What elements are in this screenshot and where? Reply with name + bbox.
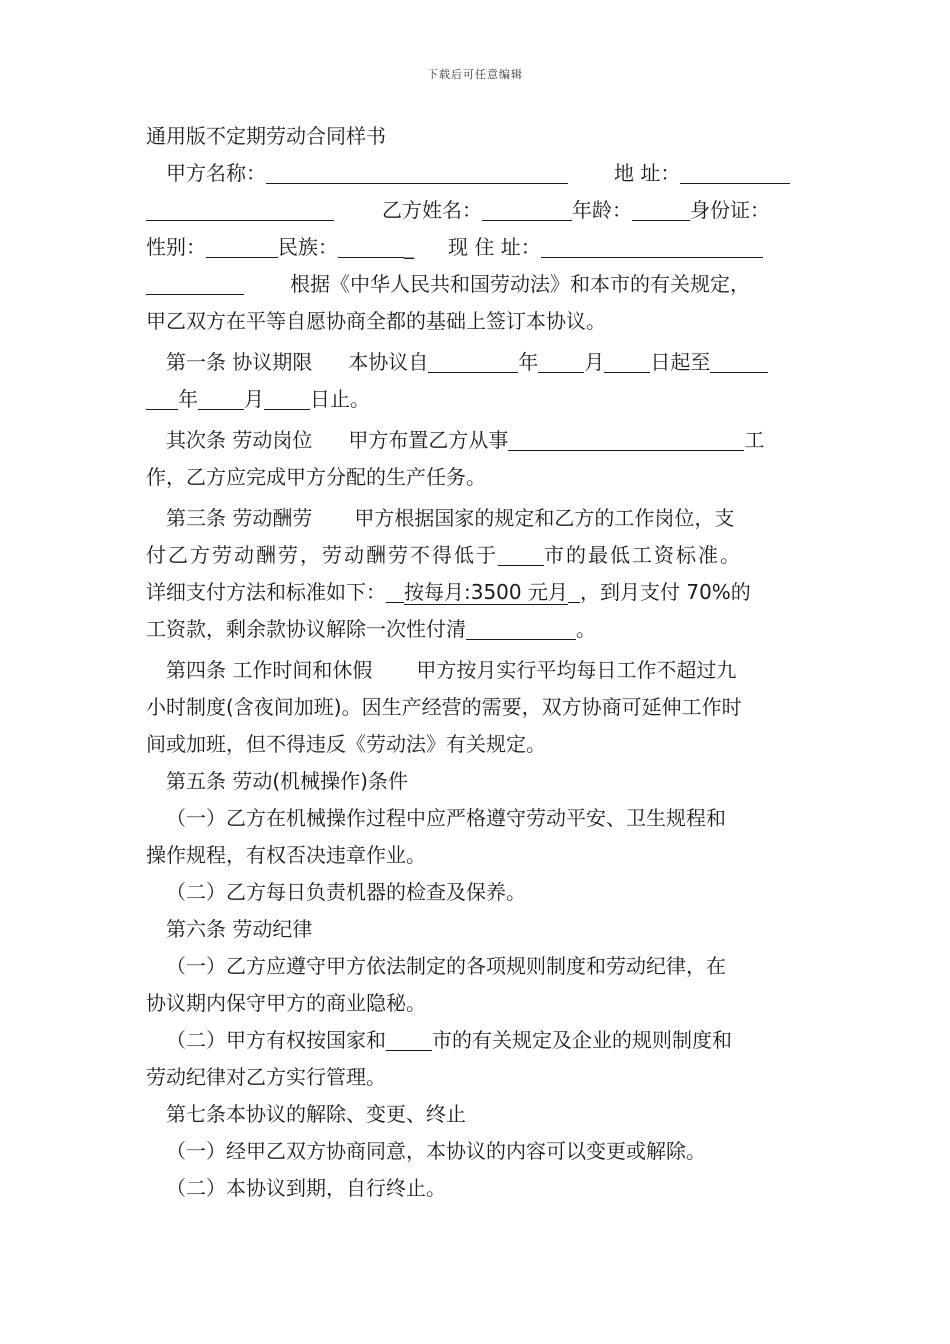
- ethnicity-label: 民族：: [278, 235, 338, 259]
- current-address-blank[interactable]: [541, 231, 763, 258]
- ethnicity-blank[interactable]: [338, 231, 404, 258]
- pay-method: 按每月:3500 元月: [404, 580, 568, 604]
- article-3-text-3a: 详细支付方法和标准如下：: [146, 580, 386, 604]
- article-6-p2-line-2: 劳动纪律对乙方实行管理。: [146, 1065, 386, 1089]
- article-3-line-1: [146, 500, 806, 537]
- party-b-name-blank[interactable]: [482, 194, 572, 221]
- day-from-to-label: 日起至: [650, 350, 711, 374]
- day-end-label: 日止。: [310, 387, 370, 411]
- article-1-line-1: [146, 344, 806, 381]
- article-2-tail: 工: [744, 428, 765, 452]
- article-5-title: 第五条 劳动(机械操作)条件: [166, 769, 408, 793]
- article-3-line-2: [146, 537, 806, 574]
- gender-line: [146, 229, 806, 266]
- article-4-title: 第四条 工作时间和休假: [166, 658, 373, 682]
- end-day-blank[interactable]: [264, 383, 310, 410]
- article-2-title: 其次条 劳动岗位: [166, 428, 313, 452]
- article-6-p2-line-1: [146, 1022, 806, 1059]
- year-label: 年: [178, 387, 198, 411]
- article-6-title: 第六条 劳动纪律: [166, 917, 313, 941]
- current-address-blank-cont[interactable]: [146, 268, 244, 295]
- article-4-text-1: 甲方按月实行平均每日工作不超过九: [416, 658, 737, 682]
- month-label: 月: [244, 387, 264, 411]
- article-3-text-1: 甲方根据国家的规定和乙方的工作岗位，支: [354, 506, 735, 530]
- header-note: 下载后可任意编辑: [427, 68, 523, 81]
- address-blank[interactable]: [680, 157, 790, 184]
- article-3-text-4b: 。: [576, 617, 596, 641]
- article-3-text-2a: 付乙方劳动酬劳，劳动酬劳不得低于: [146, 543, 498, 567]
- party-a-line: [146, 155, 806, 192]
- city-blank-2[interactable]: [386, 1024, 432, 1051]
- article-7-p2: （二）本协议到期，自行终止。: [166, 1176, 446, 1200]
- intro-text-a: 根据《中华人民共和国劳动法》和本市的有关规定，: [290, 272, 750, 296]
- end-month-blank[interactable]: [198, 383, 244, 410]
- city-blank[interactable]: [498, 539, 544, 566]
- article-1-from: 本协议自: [348, 350, 429, 374]
- gender-label: 性别：: [146, 235, 206, 259]
- address-blank-cont[interactable]: [146, 194, 334, 221]
- article-2-line-2: 作，乙方应完成甲方分配的生产任务。: [146, 465, 486, 489]
- id-label: 身份证：: [690, 198, 770, 222]
- article-5-p2: （二）乙方每日负责机器的检查及保养。: [166, 880, 526, 904]
- article-3-line-3: [146, 574, 806, 611]
- article-6-p1-line-1: （一）乙方应遵守甲方依法制定的各项规则制度和劳动纪律，在: [166, 954, 726, 978]
- article-4-line-1: [146, 652, 806, 689]
- article-3-text-2b: 市的最低工资标准。: [544, 543, 742, 567]
- age-blank[interactable]: [632, 194, 690, 221]
- age-label: 年龄：: [572, 198, 632, 222]
- start-month-blank[interactable]: [538, 346, 584, 373]
- current-address-label: 现 住 址：: [448, 235, 541, 259]
- party-b-name-label: 乙方姓名：: [382, 198, 482, 222]
- article-7-p1: （一）经甲乙双方协商同意，本协议的内容可以变更或解除。: [166, 1139, 706, 1163]
- pay-blank-pre[interactable]: [386, 576, 404, 603]
- article-6-p2-text-a: （二）甲方有权按国家和: [166, 1028, 386, 1052]
- article-4-line-2: 小时制度(含夜间加班)。因生产经营的需要，双方协商可延伸工作时: [146, 695, 742, 719]
- pay-blank-post[interactable]: [568, 576, 580, 603]
- balance-blank[interactable]: [466, 613, 576, 640]
- article-5-p1-line-2: 操作规程，有权否决违章作业。: [146, 843, 426, 867]
- article-1-line-2: [146, 381, 806, 418]
- article-3-text-4a: 工资款，剩余款协议解除一次性付清: [146, 617, 466, 641]
- party-b-line: [146, 192, 806, 229]
- article-2-line-1: [146, 422, 806, 459]
- article-6-p2-text-b: 市的有关规定及企业的规则制度和: [432, 1028, 732, 1052]
- end-year-blank-cont[interactable]: [146, 383, 178, 410]
- article-5-p1-line-1: （一）乙方在机械操作过程中应严格遵守劳动平安、卫生规程和: [166, 806, 726, 830]
- article-6-p1-line-2: 协议期内保守甲方的商业隐秘。: [146, 991, 426, 1015]
- article-2-text: 甲方布置乙方从事: [348, 428, 509, 452]
- start-day-blank[interactable]: [604, 346, 650, 373]
- month-label: 月: [584, 350, 605, 374]
- contract-body: [146, 118, 806, 1207]
- start-year-blank[interactable]: [428, 346, 518, 373]
- document-title: 通用版不定期劳动合同样书: [146, 124, 386, 148]
- article-7-title: 第七条本协议的解除、变更、终止: [166, 1102, 466, 1126]
- article-3-title: 第三条 劳动酬劳: [166, 506, 313, 530]
- party-a-label: 甲方名称：: [166, 161, 266, 185]
- article-3-line-4: [146, 611, 806, 648]
- job-position-blank[interactable]: [508, 424, 744, 451]
- gender-blank[interactable]: [206, 231, 278, 258]
- article-3-text-3b: ，到月支付 70%的: [580, 580, 751, 604]
- intro-line-1: [146, 266, 806, 303]
- intro-line-2: 甲乙双方在平等自愿协商全都的基础上签订本协议。: [146, 309, 606, 333]
- party-a-blank[interactable]: [266, 157, 568, 184]
- address-label: 地 址：: [614, 161, 681, 185]
- year-label: 年: [518, 350, 539, 374]
- article-1-title: 第一条 协议期限: [166, 350, 313, 374]
- end-year-blank[interactable]: [710, 346, 768, 373]
- article-4-line-3: 间或加班，但不得违反《劳动法》有关规定。: [146, 732, 546, 756]
- ethnicity-suffix: _: [404, 235, 414, 259]
